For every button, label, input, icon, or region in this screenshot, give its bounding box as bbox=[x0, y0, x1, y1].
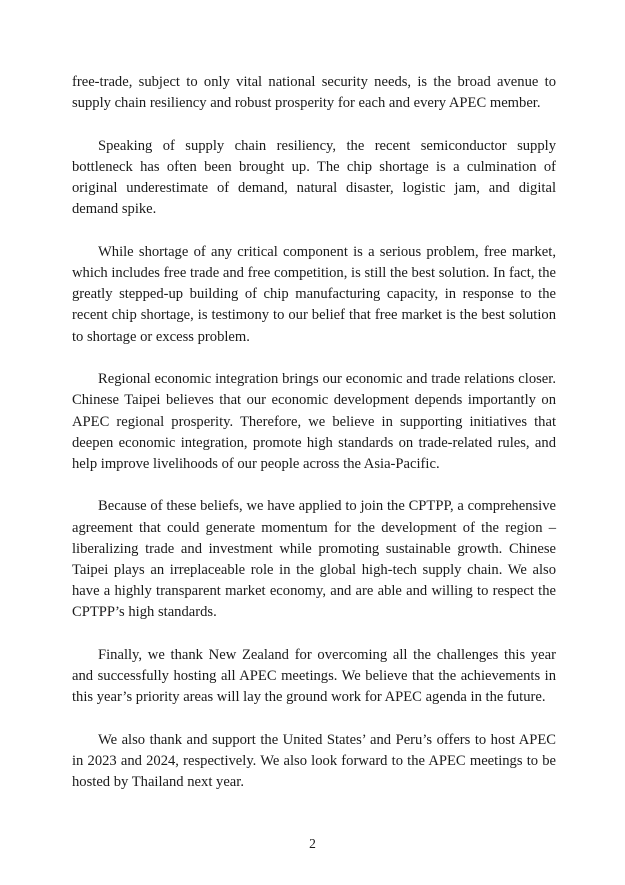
page-number: 2 bbox=[309, 836, 316, 851]
paragraph-future-hosts: We also thank and support the United States’ and Peru’s offers to host APEC in 2023 and 2024, respectively. We also look forward to the APEC meetings to be hosted by Thailand next year. bbox=[72, 731, 556, 791]
paragraph-continuation: free-trade, subject to only vital national security needs, is the broad avenue to supply chain resiliency and robust prosperity for each and every APEC member. bbox=[72, 74, 556, 112]
paragraph-free-market: While shortage of any critical component is a serious problem, free market, which includes free trade and free competition, is still the best solution. In fact, the greatly stepped-up building of chip manufacturing capacity, in response to the recent chip shortage, is testimony to our belief that free market is the best solution to shortage or excess problem. bbox=[72, 243, 556, 345]
paragraph-cptpp: Because of these beliefs, we have applied to join the CPTPP, a comprehensive agreement that could generate momentum for the development of the region – liberalizing trade and investment while promoting sustainable growth. Chinese Taipei plays an irreplaceable role in the global high-tech supply chain. We also have a highly transparent market economy, and are able and willing to respect the CPTPP’s high standards. bbox=[72, 498, 556, 621]
paragraph-supply-chain: Speaking of supply chain resiliency, the recent semiconductor supply bottleneck has often been brought up. The chip shortage is a culmination of original underestimate of demand, natural disaster, logistic jam, and digital demand spike. bbox=[72, 137, 556, 218]
paragraph-regional-integration: Regional economic integration brings our economic and trade relations closer. Chinese Taipei believes that our economic development depends importantly on APEC regional prosperity. Therefore, we believe in supporting initiatives that deepen economic integration, promote high standards on trade-related rules, and help improve livelihoods of our people across the Asia-Pacific. bbox=[72, 371, 556, 472]
paragraph-new-zealand: Finally, we thank New Zealand for overcoming all the challenges this year and successfully hosting all APEC meetings. We believe that the achievements in this year’s priority areas will lay the ground work for APEC agenda in the future. bbox=[72, 646, 556, 706]
body-text bbox=[72, 72, 556, 815]
